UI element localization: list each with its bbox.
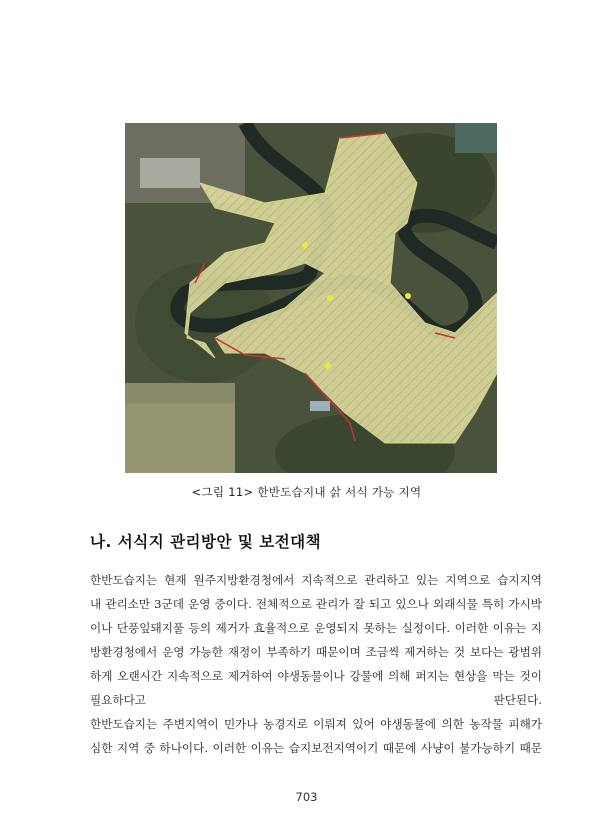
marker (325, 363, 331, 369)
text-line: 방환경청에서 운영 가능한 재정이 부족하기 때문이며 조금씩 제거하는 것 보다는 광범위 (90, 645, 542, 659)
figure-caption: <그림 11> 한반도습지내 삵 서식 가능 지역 (191, 485, 422, 499)
paragraph-1 (90, 568, 542, 712)
habitat-map-figure (125, 123, 497, 473)
text-line: 내 관리소만 3군데 운영 중이다. 전체적으로 관리가 잘 되고 있으나 외래식물 특히 가시박 (90, 597, 542, 611)
text-line: 필요하다고 판단된다. (90, 693, 542, 707)
section-title: 나. 서식지 관리방안 및 보전대책 (90, 533, 322, 551)
body-text (90, 568, 542, 760)
text-line: 한반도습지는 주변지역이 민가나 농경지로 이뤄져 있어 야생동물에 의한 농작물 피해가 (90, 717, 542, 731)
text-line: 한반도습지는 현재 원주지방환경청에서 지속적으로 관리하고 있는 지역으로 습지지역 (90, 573, 542, 587)
text-line: 심한 지역 중 하나이다. 이러한 이유는 습지보전지역이기 때문에 사냥이 불가능하기 때문 (90, 741, 542, 755)
text-line: 하게 오랜시간 지속적으로 제거하여 야생동물이나 강물에 의해 퍼지는 현상을 막는 것이 (90, 669, 542, 683)
marker (405, 293, 411, 299)
marker (327, 295, 333, 301)
paragraph-2 (90, 712, 542, 760)
satellite-map (125, 123, 497, 473)
building (310, 401, 330, 411)
page-number: 703 (295, 790, 318, 804)
factory-buildings (140, 158, 200, 188)
marker (302, 242, 308, 248)
text-line: 이나 단풍잎돼지풀 등의 제거가 효율적으로 운영되지 못하는 실정이다. 이러한 이유는 지 (90, 621, 542, 635)
